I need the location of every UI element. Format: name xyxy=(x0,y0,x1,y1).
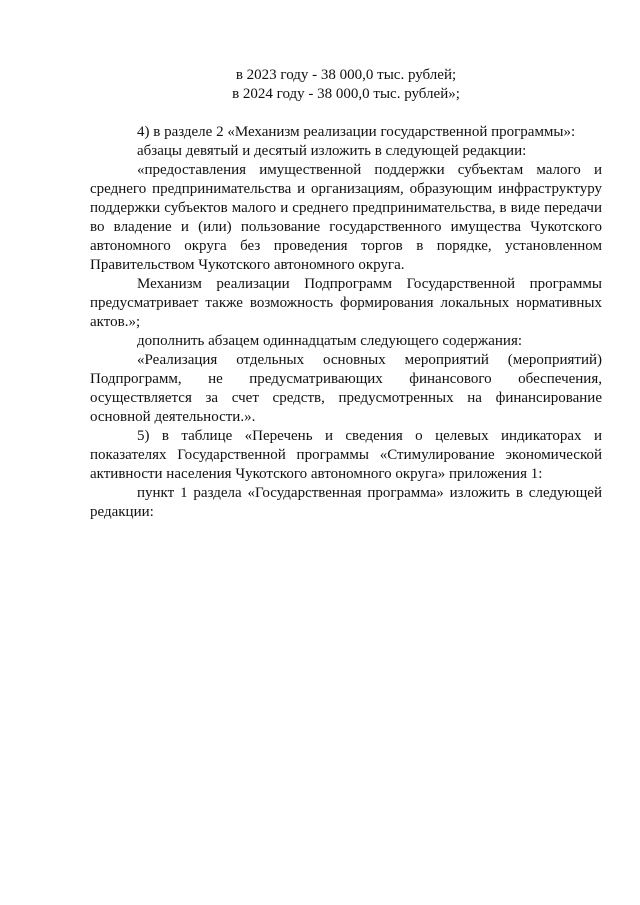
paragraph-quoted-eleventh: «Реализация отдельных основных мероприятий (мероприятий) Подпрограмм, не предусматривающих финансового обеспечения, осуществляется за счет средств, предусмотренных на финансирование основной деятельности.». xyxy=(90,352,602,425)
amount-line-2023: в 2023 году - 38 000,0 тыс. рублей; xyxy=(235,67,457,83)
paragraph-item-5: 5) в таблице «Перечень и сведения о целевых индикаторах и показателях Государственной программы «Стимулирование экономической активности населения Чукотского автономного округа» приложения 1: xyxy=(90,428,602,482)
paragraph-instruction: абзацы девятый и десятый изложить в следующей редакции: xyxy=(137,143,527,159)
paragraph-item-4: 4) в разделе 2 «Механизм реализации государственной программы»: xyxy=(137,124,576,140)
paragraph-quoted-ninth: «предоставления имущественной поддержки субъектам малого и среднего предпринимательства и организациям, образующим инфраструктуру поддержки субъектов малого и среднего предпринимательства, в виде передачи во владение и (или) пользование государственного имущества Чукотского автономного округа без проведения торгов в порядке, установленном Правительством Чукотского автономного округа. xyxy=(90,162,602,273)
paragraph-spacer xyxy=(90,104,602,123)
paragraph-point-1: пункт 1 раздела «Государственная программа» изложить в следующей редакции: xyxy=(90,485,602,520)
paragraph-addition-instruction: дополнить абзацем одиннадцатым следующего содержания: xyxy=(137,333,523,349)
amount-line-2024: в 2024 году - 38 000,0 тыс. рублей»; xyxy=(232,86,460,102)
document-body xyxy=(90,66,602,522)
paragraph-quoted-tenth: Механизм реализации Подпрограмм Государственной программы предусматривает также возможность формирования локальных нормативных актов.»; xyxy=(90,276,602,330)
